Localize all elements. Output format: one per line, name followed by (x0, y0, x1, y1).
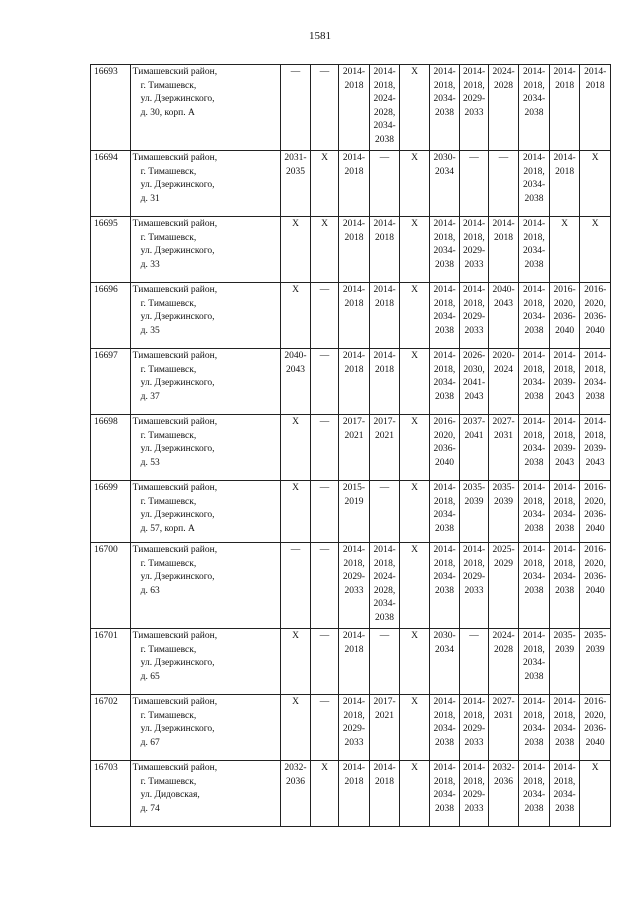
period-cell: 2040- 2043 (488, 283, 519, 349)
period-cell: — (460, 629, 488, 695)
period-cell: 2014- 2018, 2034- 2038 (429, 349, 460, 415)
period-cell: 2014- 2018, 2034- 2038 (429, 543, 460, 629)
address-line: д. 63 (140, 585, 160, 596)
address-line: ул. Дзержинского, (140, 312, 215, 322)
address-line: г. Тимашевск, (140, 166, 197, 177)
period-cell: 2014- 2018, 2034- 2038 (519, 65, 550, 151)
period-cell: 2035- 2039 (488, 481, 519, 543)
period-cell: 2014- 2018 (369, 349, 400, 415)
period-cell: X (310, 217, 338, 283)
period-cell: 2027- 2031 (488, 415, 519, 481)
address-line: г. Тимашевск, (140, 496, 197, 507)
address-cell (130, 151, 281, 217)
period-cell: 2014- 2018 (488, 217, 519, 283)
period-cell: 2014- 2018, 2034- 2038 (549, 761, 580, 827)
period-cell: 2014- 2018, 2034- 2038 (519, 415, 550, 481)
period-cell: 2014- 2018, 2029- 2033 (339, 695, 370, 761)
address-line: г. Тимашевск, (140, 644, 197, 655)
period-cell: 2014- 2018 (549, 151, 580, 217)
address-cell (130, 543, 281, 629)
period-cell: X (281, 481, 311, 543)
period-cell: 2035- 2039 (549, 629, 580, 695)
period-cell: 2032- 2036 (488, 761, 519, 827)
address-line: д. 35 (140, 325, 160, 336)
address-cell (130, 481, 281, 543)
period-cell: X (400, 349, 430, 415)
table-row (91, 283, 611, 349)
period-cell: 2030- 2034 (429, 151, 460, 217)
row-number: 16698 (91, 415, 131, 481)
period-cell: — (310, 283, 338, 349)
address-line: ул. Дидовская, (140, 790, 200, 800)
address-cell (130, 415, 281, 481)
period-cell: 2035- 2039 (460, 481, 488, 543)
address-line: г. Тимашевск, (140, 80, 197, 91)
address-line: г. Тимашевск, (140, 776, 197, 787)
address-line: д. 74 (140, 803, 160, 814)
address-cell (130, 65, 281, 151)
address-line: д. 33 (140, 259, 160, 270)
table-row (91, 543, 611, 629)
row-number: 16693 (91, 65, 131, 151)
period-cell: 2014- 2018, 2034- 2038 (519, 629, 550, 695)
address-cell (130, 349, 281, 415)
page-number: 1581 (309, 30, 331, 42)
address-line: Тимашевский район, (132, 763, 218, 773)
period-cell: — (281, 65, 311, 151)
period-cell: 2017- 2021 (339, 415, 370, 481)
period-cell: 2024- 2028 (488, 65, 519, 151)
row-number: 16700 (91, 543, 131, 629)
period-cell: 2014- 2018, 2029- 2033 (460, 761, 488, 827)
period-cell: 2025- 2029 (488, 543, 519, 629)
address-line: д. 37 (140, 391, 160, 402)
table-row (91, 481, 611, 543)
period-cell: 2014- 2018, 2034- 2038 (549, 543, 580, 629)
period-cell: X (400, 415, 430, 481)
period-cell: X (400, 65, 430, 151)
period-cell: 2016- 2020, 2036- 2040 (580, 481, 611, 543)
period-cell: X (400, 481, 430, 543)
period-cell: — (281, 543, 311, 629)
period-cell: 2014- 2018, 2034- 2038 (429, 217, 460, 283)
registry-table (90, 64, 611, 827)
period-cell: — (310, 65, 338, 151)
period-cell: 2016- 2020, 2036- 2040 (580, 695, 611, 761)
period-cell: 2014- 2018 (369, 761, 400, 827)
period-cell: X (400, 695, 430, 761)
period-cell: X (281, 629, 311, 695)
period-cell: 2014- 2018, 2029- 2033 (460, 65, 488, 151)
period-cell: 2017- 2021 (369, 695, 400, 761)
address-line: г. Тимашевск, (140, 430, 197, 441)
row-number: 16703 (91, 761, 131, 827)
period-cell: X (310, 151, 338, 217)
period-cell: X (281, 217, 311, 283)
period-cell: 2014- 2018, 2029- 2033 (339, 543, 370, 629)
address-line: д. 65 (140, 671, 160, 682)
address-line: Тимашевский район, (132, 285, 218, 295)
period-cell: 2020- 2024 (488, 349, 519, 415)
address-line: Тимашевский район, (132, 351, 218, 361)
period-cell: 2014- 2018, 2034- 2038 (429, 283, 460, 349)
address-cell (130, 761, 281, 827)
period-cell: 2014- 2018, 2034- 2038 (519, 695, 550, 761)
period-cell: X (281, 695, 311, 761)
period-cell: — (310, 543, 338, 629)
address-line: ул. Дзержинского, (140, 94, 215, 104)
period-cell: 2014- 2018 (369, 283, 400, 349)
period-cell: 2030- 2034 (429, 629, 460, 695)
row-number: 16696 (91, 283, 131, 349)
period-cell: 2014- 2018 (339, 151, 370, 217)
address-cell (130, 283, 281, 349)
period-cell: 2014- 2018, 2034- 2038 (549, 695, 580, 761)
address-line: Тимашевский район, (132, 483, 218, 493)
period-cell: X (400, 217, 430, 283)
period-cell: 2014- 2018, 2034- 2038 (429, 65, 460, 151)
period-cell: 2014- 2018, 2039- 2043 (549, 349, 580, 415)
address-line: г. Тимашевск, (140, 558, 197, 569)
address-line: ул. Дзержинского, (140, 724, 215, 734)
row-number: 16694 (91, 151, 131, 217)
period-cell: 2014- 2018 (549, 65, 580, 151)
row-number: 16695 (91, 217, 131, 283)
table-row (91, 217, 611, 283)
period-cell: 2014- 2018, 2029- 2033 (460, 217, 488, 283)
period-cell: 2016- 2020, 2036- 2040 (580, 283, 611, 349)
table-row (91, 349, 611, 415)
period-cell: — (369, 629, 400, 695)
period-cell: — (310, 629, 338, 695)
period-cell: X (400, 283, 430, 349)
period-cell: 2014- 2018, 2034- 2038 (519, 151, 550, 217)
row-number: 16697 (91, 349, 131, 415)
period-cell: X (281, 415, 311, 481)
address-line: ул. Дзержинского, (140, 658, 215, 668)
period-cell: 2014- 2018 (580, 65, 611, 151)
address-line: д. 30, корп. А (140, 107, 195, 118)
period-cell: 2032- 2036 (281, 761, 311, 827)
period-cell: 2014- 2018, 2029- 2033 (460, 543, 488, 629)
period-cell: 2014- 2018, 2024- 2028, 2034- 2038 (369, 543, 400, 629)
period-cell: X (400, 543, 430, 629)
period-cell: 2014- 2018, 2034- 2038 (429, 761, 460, 827)
address-cell (130, 629, 281, 695)
table-row (91, 761, 611, 827)
address-line: Тимашевский район, (132, 219, 218, 229)
period-cell: 2014- 2018 (339, 217, 370, 283)
period-cell: 2014- 2018 (339, 761, 370, 827)
table-row (91, 151, 611, 217)
address-line: г. Тимашевск, (140, 232, 197, 243)
period-cell: X (580, 151, 611, 217)
period-cell: 2014- 2018, 2034- 2038 (519, 481, 550, 543)
address-cell (130, 217, 281, 283)
address-line: ул. Дзержинского, (140, 378, 215, 388)
period-cell: 2016- 2020, 2036- 2040 (549, 283, 580, 349)
address-line: д. 57, корп. А (140, 523, 195, 534)
period-cell: 2014- 2018, 2034- 2038 (429, 481, 460, 543)
period-cell: — (369, 151, 400, 217)
period-cell: 2014- 2018, 2039- 2043 (549, 415, 580, 481)
address-line: Тимашевский район, (132, 631, 218, 641)
address-line: Тимашевский район, (132, 67, 218, 77)
period-cell: 2040- 2043 (281, 349, 311, 415)
address-line: Тимашевский район, (132, 545, 218, 555)
period-cell: 2014- 2018, 2034- 2038 (519, 283, 550, 349)
period-cell: 2014- 2018, 2034- 2038 (519, 349, 550, 415)
period-cell: — (310, 695, 338, 761)
address-line: д. 67 (140, 737, 160, 748)
period-cell: X (281, 283, 311, 349)
period-cell: X (580, 217, 611, 283)
address-line: ул. Дзержинского, (140, 246, 215, 256)
address-line: ул. Дзержинского, (140, 510, 215, 520)
address-line: г. Тимашевск, (140, 710, 197, 721)
address-line: Тимашевский район, (132, 697, 218, 707)
period-cell: 2014- 2018, 2034- 2038 (580, 349, 611, 415)
period-cell: X (310, 761, 338, 827)
period-cell: 2017- 2021 (369, 415, 400, 481)
address-line: Тимашевский район, (132, 153, 218, 163)
period-cell: 2014- 2018, 2024- 2028, 2034- 2038 (369, 65, 400, 151)
period-cell: 2016- 2020, 2036- 2040 (580, 543, 611, 629)
address-line: г. Тимашевск, (140, 298, 197, 309)
period-cell: X (580, 761, 611, 827)
period-cell: 2014- 2018, 2034- 2038 (519, 543, 550, 629)
period-cell: 2016- 2020, 2036- 2040 (429, 415, 460, 481)
period-cell: — (460, 151, 488, 217)
period-cell: 2014- 2018, 2029- 2033 (460, 695, 488, 761)
address-cell (130, 695, 281, 761)
period-cell: 2031- 2035 (281, 151, 311, 217)
period-cell: 2014- 2018 (369, 217, 400, 283)
period-cell: — (369, 481, 400, 543)
period-cell: 2035- 2039 (580, 629, 611, 695)
period-cell: — (310, 481, 338, 543)
period-cell: 2027- 2031 (488, 695, 519, 761)
period-cell: 2014- 2018, 2034- 2038 (519, 761, 550, 827)
period-cell: 2014- 2018, 2034- 2038 (549, 481, 580, 543)
period-cell: X (549, 217, 580, 283)
address-line: г. Тимашевск, (140, 364, 197, 375)
address-line: ул. Дзержинского, (140, 180, 215, 190)
row-number: 16699 (91, 481, 131, 543)
period-cell: 2014- 2018 (339, 283, 370, 349)
period-cell: 2014- 2018, 2039- 2043 (580, 415, 611, 481)
address-line: д. 31 (140, 193, 160, 204)
period-cell: 2014- 2018 (339, 65, 370, 151)
period-cell: 2014- 2018, 2034- 2038 (519, 217, 550, 283)
period-cell: 2014- 2018, 2034- 2038 (429, 695, 460, 761)
period-cell: 2014- 2018 (339, 349, 370, 415)
address-line: ул. Дзержинского, (140, 572, 215, 582)
period-cell: 2015- 2019 (339, 481, 370, 543)
period-cell: 2014- 2018, 2029- 2033 (460, 283, 488, 349)
period-cell: — (310, 415, 338, 481)
period-cell: 2014- 2018 (339, 629, 370, 695)
table-row (91, 415, 611, 481)
period-cell: — (310, 349, 338, 415)
row-number: 16701 (91, 629, 131, 695)
row-number: 16702 (91, 695, 131, 761)
period-cell: X (400, 761, 430, 827)
period-cell: — (488, 151, 519, 217)
period-cell: X (400, 629, 430, 695)
period-cell: 2024- 2028 (488, 629, 519, 695)
address-line: д. 53 (140, 457, 160, 468)
period-cell: 2037- 2041 (460, 415, 488, 481)
table-row (91, 629, 611, 695)
table-row (91, 695, 611, 761)
address-line: ул. Дзержинского, (140, 444, 215, 454)
period-cell: 2026- 2030, 2041- 2043 (460, 349, 488, 415)
period-cell: X (400, 151, 430, 217)
address-line: Тимашевский район, (132, 417, 218, 427)
table-row (91, 65, 611, 151)
